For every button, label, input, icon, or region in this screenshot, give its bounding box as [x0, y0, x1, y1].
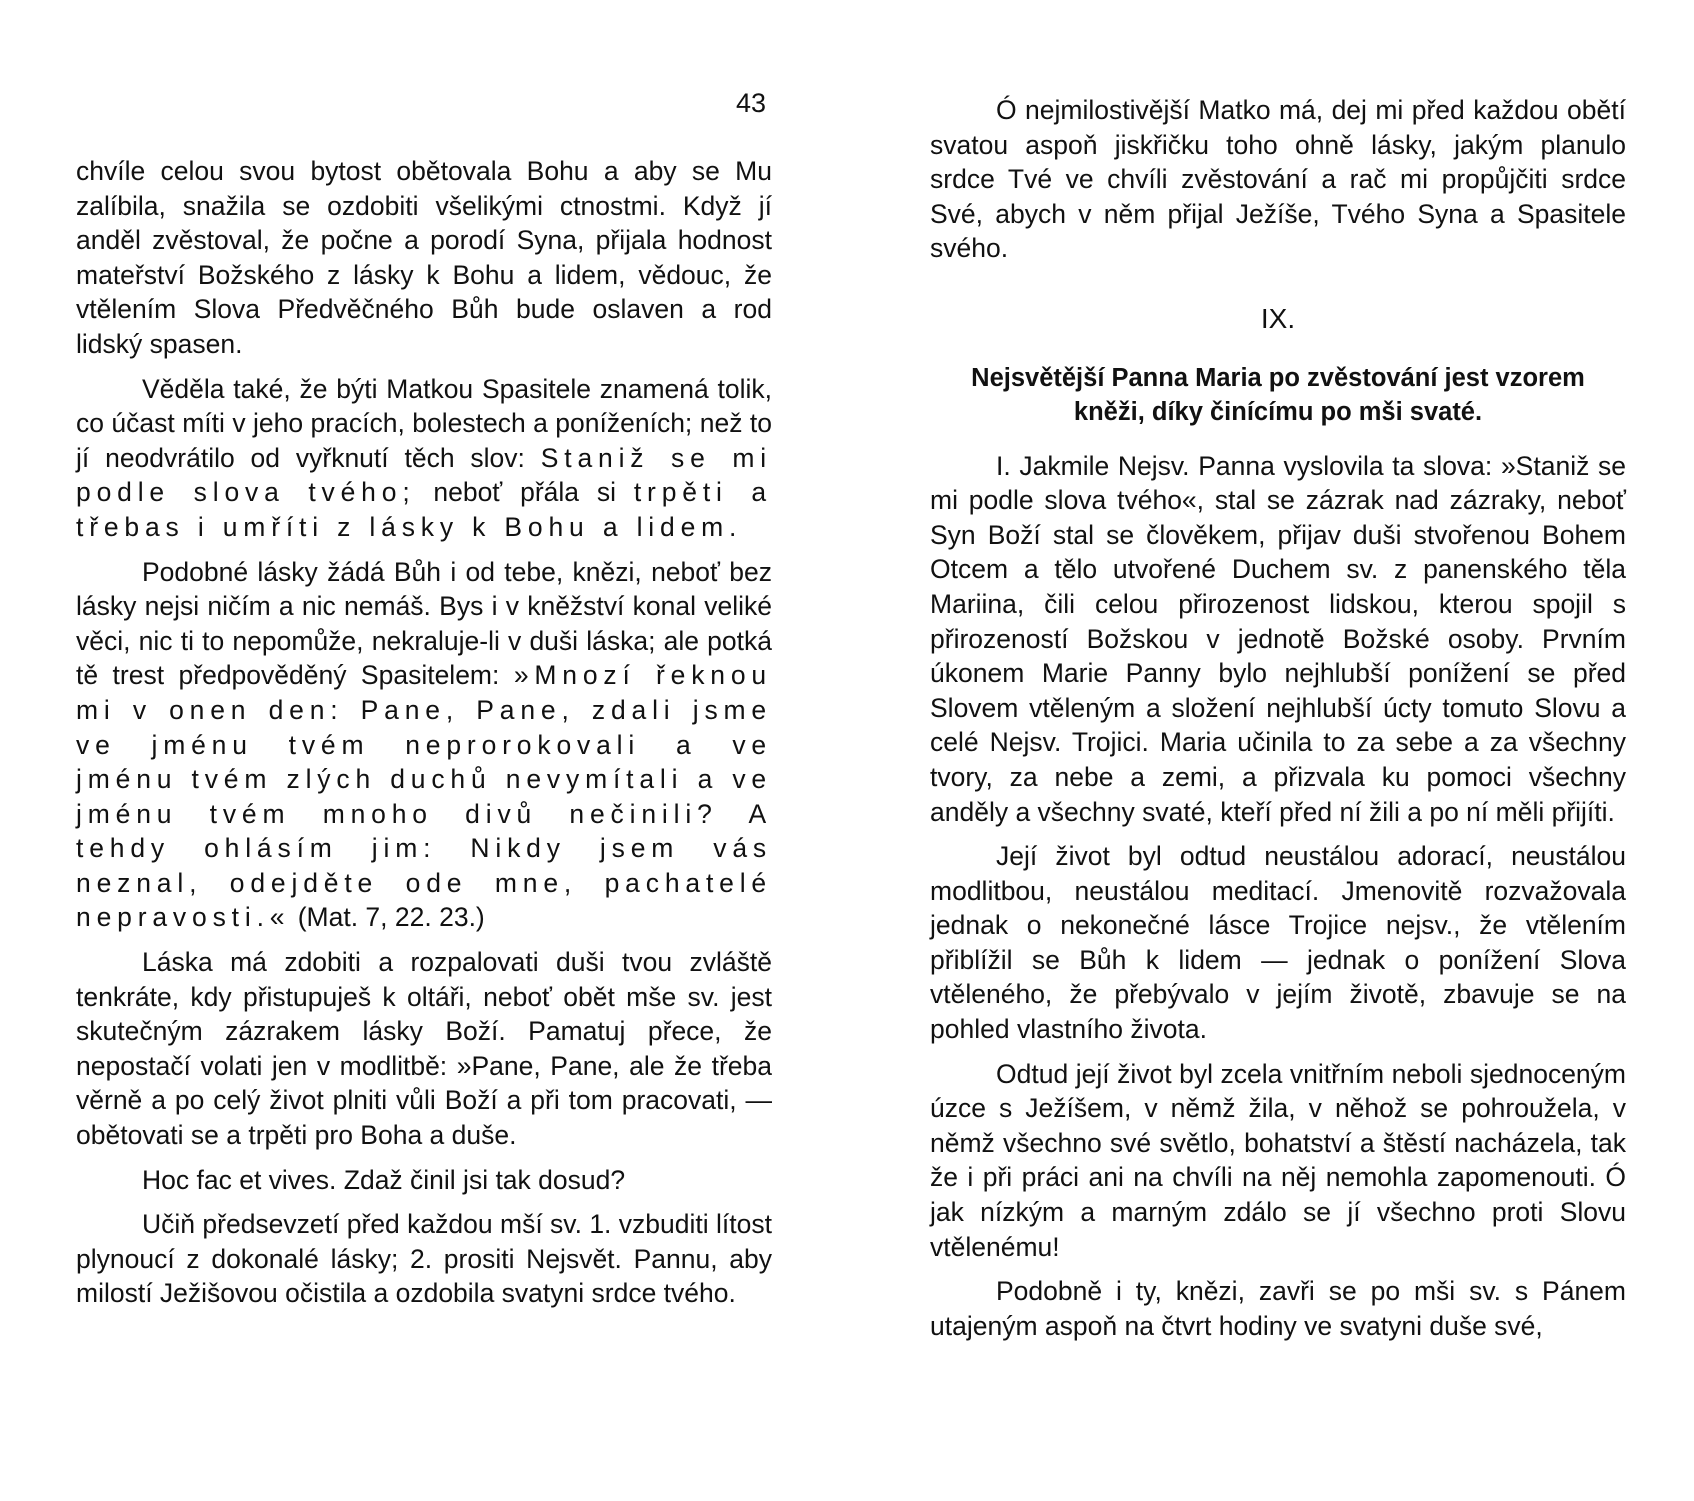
paragraph: Hoc fac et vives. Zdaž činil jsi tak dosud?	[142, 1164, 626, 1195]
paragraph: Láska má zdobiti a rozpalovati duši tvou zvláště tenkráte, kdy přistupuješ k oltáři, neboť obět mše sv. jest skutečným zázrakem lásky Boží. Pamatuj přece, že nepostačí volati jen v modlitbě: »Pane, Pane, ale že třeba věrně a po celý život plniti vůli Boží a při tom pracovati, — obětovati se a trpěti pro Boha a duše.	[76, 947, 772, 1151]
paragraph-text: Věděla také, že býti Matkou Spasitele znamená tolik, co účast míti v jeho pracích, bolestech a poníženích; než to jí neodvrátilo od vyřknutí těch slov:	[76, 373, 772, 473]
page-number: 43	[736, 88, 767, 118]
paragraph-text: Podobné lásky žádá Bůh i od tebe, knězi, neboť bez lásky nejsi ničím a nic nemáš. Bys i v kněžství konal veliké věci, nic ti to nepomůže, nekraluje-li v duši láska; ale potká tě trest předpověděný Spasitelem:	[76, 556, 772, 691]
paragraph: Odtud její život byl zcela vnitřním neboli sjednoceným úzce s Ježíšem, v němž žila, v něhož se pohroužela, v němž všechno své světlo, bohatství a štěstí nacházela, tak že i při práci ani na chvíli na něj nemohla zapomenouti. Ó jak nízkým a marným zdálo se jí všechno proti Slovu vtělenému!	[930, 1058, 1626, 1262]
quotation-emphasis: Staniž se mi podle slova tvého;	[76, 442, 772, 508]
paragraph: Učiň předsevzetí před každou mší sv. 1. vzbuditi lítost plynoucí z dokonalé lásky; 2. prositi Nejsvět. Pannu, aby milostí Ježišovou očistila a ozdobila svatyni srdce tvého.	[76, 1209, 772, 1309]
paragraph: chvíle celou svou bytost obětovala Bohu a aby se Mu zalíbila, snažila se ozdobiti všelikými ctnostmi. Když jí anděl zvěstoval, že počne a porodí Syna, přijala hodnost mateřství Božského z lásky k Bohu a lidem, vědouc, že vtělením Slova Předvěčného Bůh bude oslaven a rod lidský spasen.	[76, 156, 772, 359]
paragraph: Ó nejmilostivější Matko má, dej mi před každou obětí svatou aspoň jiskřičku toho ohně lásky, jakým planulo srdce Tvé ve chvíli zvěstování a rač mi propůjčiti srdce Své, abych v něm přijal Ježíše, Tvého Syna a Spasitele svého.	[930, 95, 1626, 264]
paragraph	[76, 555, 772, 936]
chapter-number: IX.	[1260, 302, 1296, 334]
paragraph: I. Jakmile Nejsv. Panna vyslovila ta slova: »Staniž se mi podle slova tvého«, stal se zázrak nad zázraky, neboť Syn Boží stal se člověkem, přijav duši stvořenou Bohem Otcem a tělo utvořené Duchem sv. z panenského těla Mariina, čili celou přirozenost lidskou, kterou spojil s přirozeností Božskou v jednotě Božské osoby. Prvním úkonem Marie Panny bylo nejhlubší ponížení se před Slovem vtěleným a složení nejhlubší úcty tomuto Slovu a celé Nejsv. Trojici. Maria učinila to za sebe a za všechny tvory, za nebe a zemi, a přizvala ku pomoci všechny anděly a všechny svaté, kteří před ní žili a po ní měli přijíti.	[930, 450, 1626, 827]
left-page-text	[76, 154, 772, 1311]
scripture-reference: (Mat. 7, 22. 23.)	[297, 902, 485, 933]
quotation-emphasis: trpěti a třebas i umříti z lásky k Bohu a lidem.	[76, 477, 772, 542]
paragraph	[76, 372, 772, 545]
paragraph: Podobně i ty, knězi, zavři se po mši sv. s Pánem utajeným aspoň na čtvrt hodiny ve svatyni duše své,	[930, 1276, 1626, 1341]
paragraph-text: neboť přála si	[433, 477, 616, 508]
paragraph: Její život byl odtud neustálou adorací, neustálou modlitbou, neustálou meditací. Jmenovitě rozvažovala jednak o nekonečné lásce Trojice nejsv., že vtělením přiblížil se Bůh k lidem — jednak o ponížení Slova vtěleného, že přebývalo v jejím životě, zbavuje se na pohled vlastního života.	[930, 841, 1626, 1045]
scripture-quotation: »Mnozí řeknou mi v onen den: Pane, Pane, zdali jsme ve jménu tvém neprorokovali a ve jménu tvém zlých duchů nevymítali a ve jménu tvém mnoho divů nečinili? A tehdy ohlásím jim: Nikdy jsem vás neznal, odejděte ode mne, pachatelé nepravosti.«	[76, 660, 772, 933]
right-page-text	[930, 93, 1626, 1343]
right-page	[847, 0, 1694, 1501]
chapter-title: Nejsvětější Panna Maria po zvěstování jest vzorem kněži, díky činícímu po mši svaté.	[971, 363, 1585, 426]
